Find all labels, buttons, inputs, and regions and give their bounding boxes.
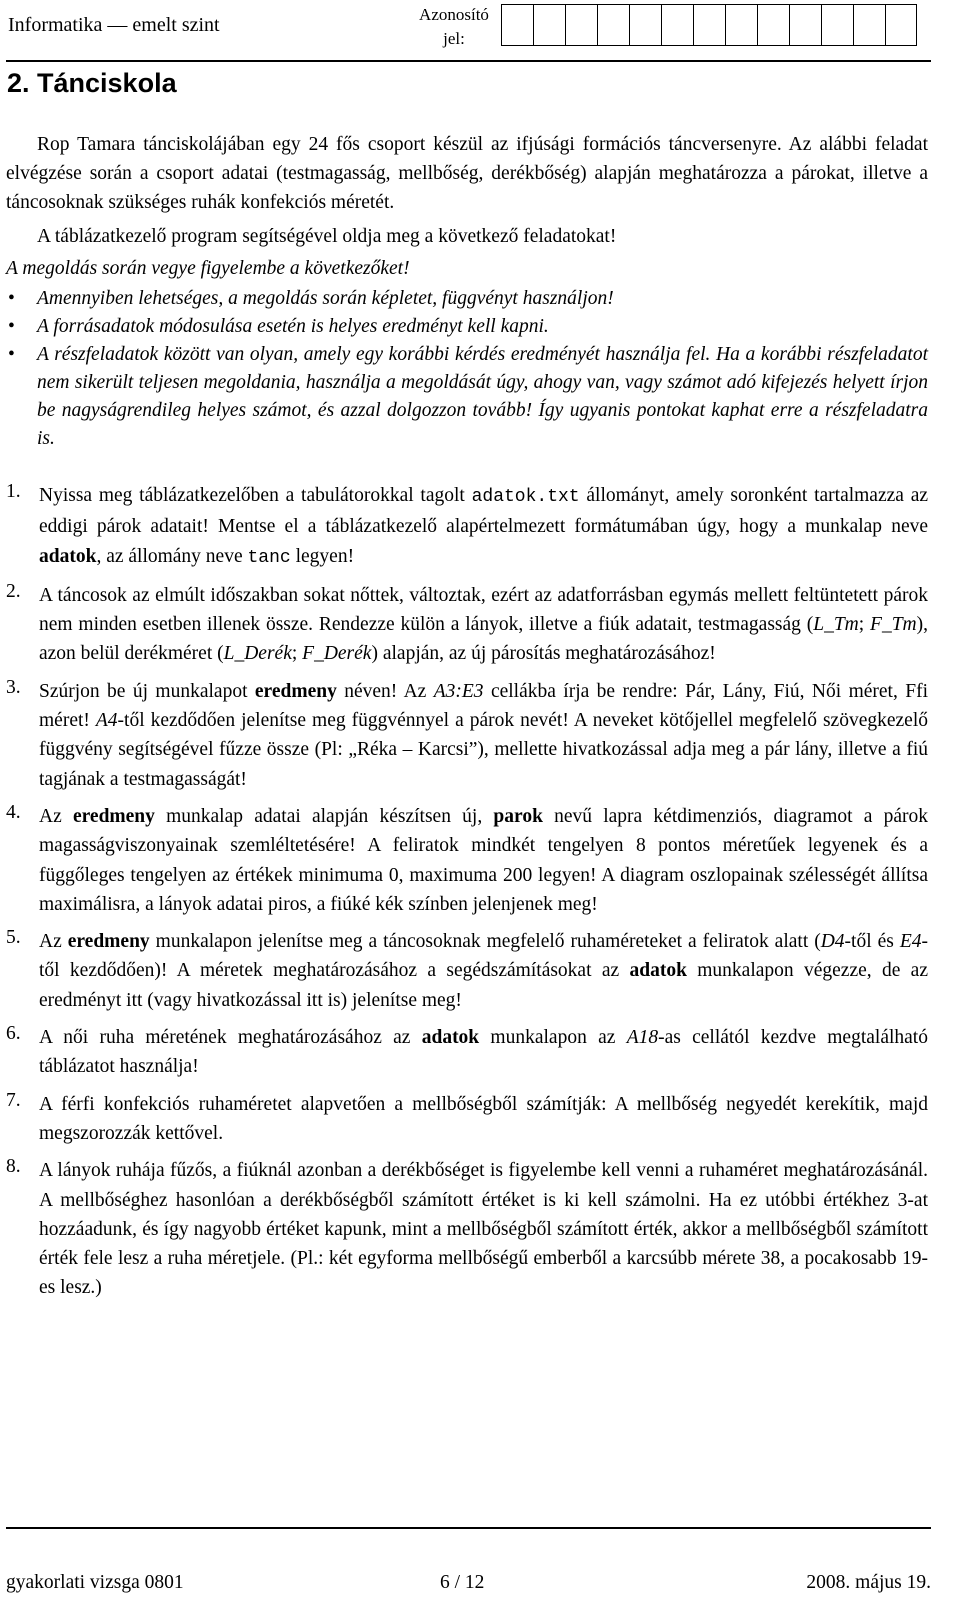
main-content bbox=[6, 130, 928, 1311]
task-text: A táncosok az elmúlt időszakban sokat nőttek, változtak, ezért az adatforrásban egymás mellett feltüntetett párok nem minden esetben illenek össze. Rendezze külön a lányok, illetve a fiúk adatait, testmagasság (L_Tm; F_Tm), azon belül derékméret (L_Derék; F_Derék) alapján, az új párosítás meghatározásához! bbox=[39, 584, 928, 665]
exam-code: gyakorlati vizsga 0801 bbox=[6, 1572, 184, 1593]
task-text: Szúrjon be új munkalapot eredmeny néven! Az A3:E3 cellákba írja be rendre: Pár, Lány, Fiú, Női méret, Ffi méret! A4-től kezdődően jelenítse meg függvénnyel a párok nevét! A neveket kötőjellel megfelelő szövegkezelő függvény segítségével fűzze össze (Pl: „Réka – Karcsi”), mellette hivatkozással adja meg a pár lány, illetve a fiú tagjának a testmagasságát! bbox=[39, 680, 928, 790]
filename-adatok: adatok.txt bbox=[471, 487, 580, 507]
task-item bbox=[6, 1023, 928, 1082]
page-header bbox=[6, 0, 931, 54]
task-text: Az eredmeny munkalap adatai alapján készítsen új, parok nevű lapra kétdimenziós, diagramot a párok magasságviszonyainak szemléltetésére! A feliratok mindkét tengelyen 8 pontos méretűek legyenek és a függőleges tengelyen az értékek minimuma 0, maximuma 200 legyen! A diagram oszlopainak szélességét állítsa maximálisra, a lányok adatai piros, a fiúké kék színben jelenjenek meg! bbox=[39, 805, 928, 915]
task-text: A női ruha méretének meghatározásához az adatok munkalapon az A18-as cellától kezdve megtalálható táblázatot használja! bbox=[39, 1027, 928, 1078]
task-number: 2. bbox=[6, 580, 21, 602]
task-item bbox=[6, 927, 928, 1015]
task-item bbox=[6, 581, 928, 669]
header-subject: Informatika — emelt szint bbox=[8, 14, 220, 36]
task-item bbox=[6, 802, 928, 919]
id-label-line2: jel: bbox=[443, 29, 465, 48]
task-number: 1. bbox=[6, 481, 21, 502]
task-text: A lányok ruhája fűzős, a fiúknál azonban a derékbőséget is figyelembe kell venni a ruhaméret meghatározásánál. A mellbőséghez hasonlóan a derékbőségből számított értéket is ki kell számolni. Ha ez utóbbi értékhez 3-at hozzáadunk, és így nagyobb értéket kapunk, mint a mellbőségből számított érték, akkor a mellbőségből számított érték fele lesz a ruha méretjele. (Pl.: két egyforma mellbőségű emberből a karcsúbb mérete 38, a pocakosabb 19-es lesz.) bbox=[39, 1160, 928, 1299]
task-item bbox=[6, 677, 928, 794]
id-box bbox=[789, 4, 821, 46]
task-text: Az eredmeny munkalapon jelenítse meg a táncosoknak megfelelő ruhaméreteket a feliratok alatt (D4-től és E4-től kezdődően)! A méretek meghatározásához a segédszámításokat az adatok munkalapon végezze, de az eredményt itt (vagy hivatkozással itt is) jelenítse meg! bbox=[39, 931, 928, 1011]
page-number: 6 / 12 bbox=[440, 1572, 485, 1593]
id-box bbox=[501, 4, 533, 46]
task-item bbox=[6, 481, 928, 573]
intro-paragraph: Rop Tamara tánciskolájában egy 24 fős csoport készül az ifjúsági formációs táncversenyre. Az alábbi feladat elvégzése során a csoport adatai (testmagasság, mellbőség, derékbőség) alapján meghatározza a párokat, illetve a táncosoknak szükséges ruhák konfekciós méretét. bbox=[6, 134, 928, 213]
task-item bbox=[6, 1156, 928, 1302]
task-number: 4. bbox=[6, 801, 21, 823]
task-item bbox=[6, 1090, 928, 1149]
note-item: • A forrásadatok módosulása esetén is helyes eredményt kell kapni. bbox=[6, 313, 928, 341]
task-text: A férfi konfekciós ruhaméretet alapvetően a mellbőségből számítják: A mellbőség negyedét kerekítik, majd megszorozzák kettővel. bbox=[39, 1093, 928, 1144]
note-item: • Amennyiben lehetséges, a megoldás során képletet, függvényt használjon! bbox=[6, 285, 928, 313]
footer-rule bbox=[6, 1527, 931, 1529]
id-box bbox=[853, 4, 885, 46]
id-label-line1: Azonosító bbox=[419, 5, 489, 24]
note-item: • A részfeladatok között van olyan, amely egy korábbi kérdés eredményét használja fel. Ha a korábbi részfeladatot nem sikerült teljesen megoldania, használja a megoldását úgy, ahogy van, vagy számot adó kifejezés helyett írjon be nagyságrendileg helyes számot, és azzal dolgozzon tovább! Így ugyanis pontokat kaphat erre a részfeladatra is. bbox=[6, 341, 928, 453]
task-number: 3. bbox=[6, 676, 21, 698]
page-title: 2. Tánciskola bbox=[7, 68, 177, 98]
task-number: 6. bbox=[6, 1023, 21, 1045]
id-label bbox=[418, 3, 490, 51]
instruction-line: A táblázatkezelő program segítségével oldja meg a következő feladatokat! bbox=[37, 226, 617, 247]
id-box bbox=[533, 4, 565, 46]
task-number: 5. bbox=[6, 927, 21, 949]
id-box bbox=[661, 4, 693, 46]
id-boxes bbox=[501, 4, 917, 46]
notes-heading: A megoldás során vegye figyelembe a következőket! bbox=[6, 258, 410, 279]
task-list bbox=[6, 481, 928, 1303]
id-box bbox=[821, 4, 853, 46]
id-box bbox=[565, 4, 597, 46]
filename-tanc: tanc bbox=[247, 547, 291, 568]
notes-list bbox=[6, 285, 928, 453]
id-box bbox=[725, 4, 757, 46]
task-number: 8. bbox=[6, 1156, 21, 1178]
task-number: 7. bbox=[6, 1089, 21, 1111]
id-box bbox=[757, 4, 789, 46]
exam-date: 2008. május 19. bbox=[806, 1572, 931, 1593]
id-box bbox=[693, 4, 725, 46]
header-rule bbox=[6, 60, 931, 62]
id-box bbox=[629, 4, 661, 46]
id-box bbox=[597, 4, 629, 46]
id-box bbox=[885, 4, 917, 46]
task-text: Nyissa meg táblázatkezelőben a tabulátorokkal tagolt adatok.txt állományt, amely soronként tartalmazza az eddigi párok adatait! Mentse el a táblázatkezelő alapértelmezett formátumában úgy, hogy a munkalap neve adatok, az állomány neve tanc legyen! bbox=[39, 485, 929, 568]
